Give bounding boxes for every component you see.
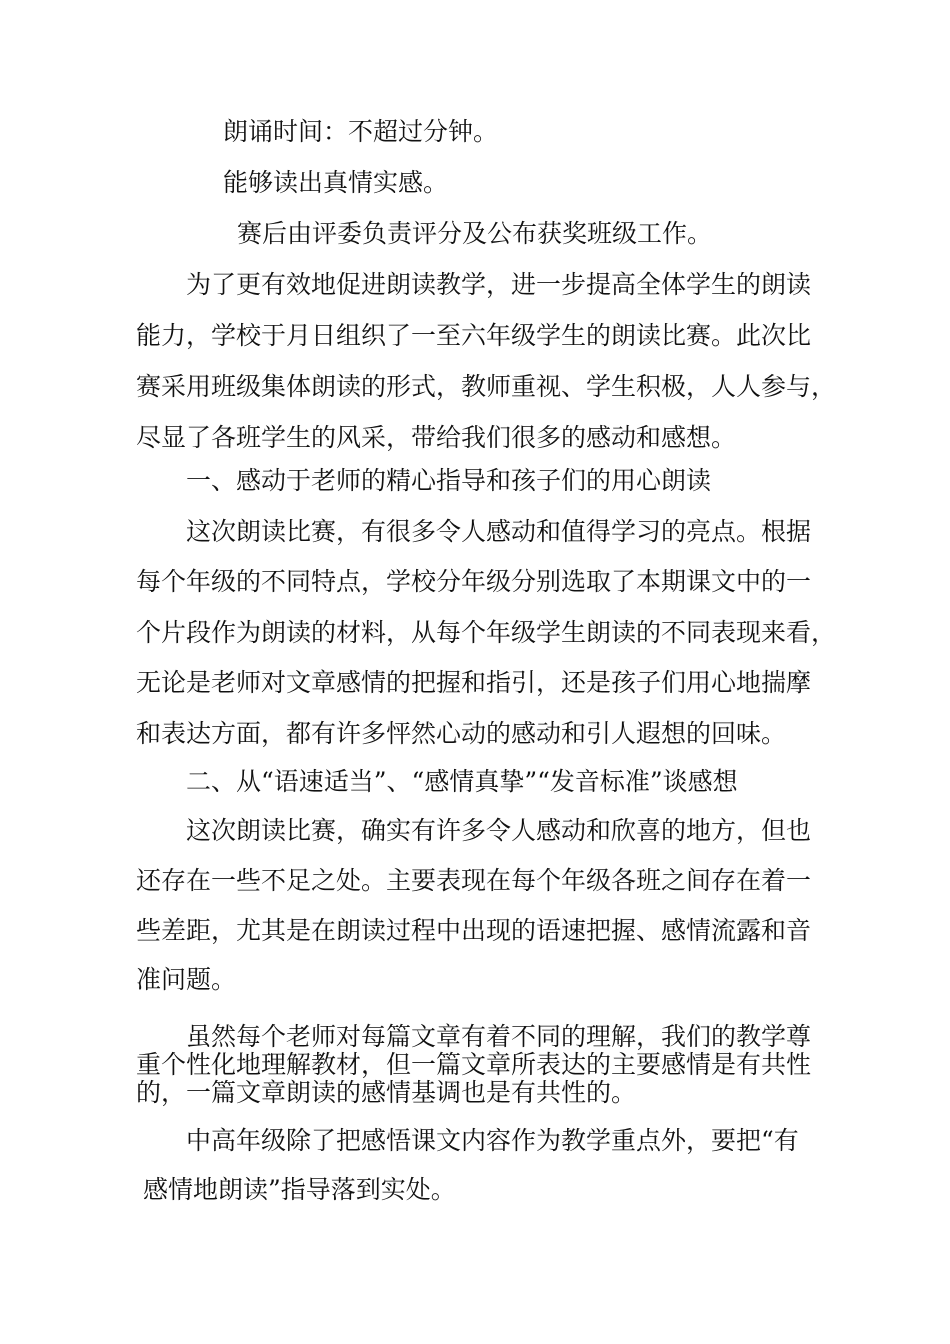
text-line: 为了更有效地促进朗读教学，进一步提高全体学生的朗读 [186, 270, 812, 299]
section-heading: 一、感动于老师的精心指导和孩子们的用心朗读 [186, 466, 712, 495]
text-line: 重个性化地理解教材，但一篇文章所表达的主要感情是有共性 [136, 1050, 812, 1079]
text-line: 赛采用班级集体朗读的形式，教师重视、学生积极，人人参与， [136, 372, 837, 401]
text-line: 无论是老师对文章感情的把握和指引，还是孩子们用心地揣摩 [136, 668, 812, 697]
text-line: 能力，学校于月日组织了一至六年级学生的朗读比赛。此次比 [136, 321, 812, 350]
text-line: 些差距，尤其是在朗读过程中出现的语速把握、感情流露和音 [136, 916, 812, 945]
text-line: 每个年级的不同特点，学校分年级分别选取了本期课文中的一 [136, 567, 812, 596]
text-line: 中高年级除了把感悟课文内容作为教学重点外，要把“有 [186, 1126, 799, 1155]
text-line: 赛后由评委负责评分及公布获奖班级工作。 [237, 219, 713, 248]
text-line: 感情地朗读”指导落到实处。 [143, 1175, 456, 1204]
text-line: 还存在一些不足之处。主要表现在每个年级各班之间存在着一 [136, 866, 812, 895]
text-line: 尽显了各班学生的风采，带给我们很多的感动和感想。 [136, 423, 737, 452]
text-line: 朗诵时间：不超过分钟。 [223, 117, 499, 146]
text-line: 这次朗读比赛，有很多令人感动和值得学习的亮点。根据 [186, 517, 812, 546]
text-line: 虽然每个老师对每篇文章有着不同的理解，我们的教学尊 [186, 1022, 812, 1051]
text-line: 能够读出真情实感。 [223, 168, 449, 197]
text-line: 的，一篇文章朗读的感情基调也是有共性的。 [136, 1078, 637, 1107]
text-line: 准问题。 [136, 965, 237, 994]
section-heading: 二、从“语速适当”、“感情真挚”“发音标准”谈感想 [186, 767, 738, 796]
text-line: 这次朗读比赛，确实有许多令人感动和欣喜的地方，但也 [186, 816, 812, 845]
text-line: 和表达方面，都有许多怦然心动的感动和引人遐想的回味。 [136, 719, 787, 748]
text-line: 个片段作为朗读的材料，从每个年级学生朗读的不同表现来看， [136, 618, 837, 647]
